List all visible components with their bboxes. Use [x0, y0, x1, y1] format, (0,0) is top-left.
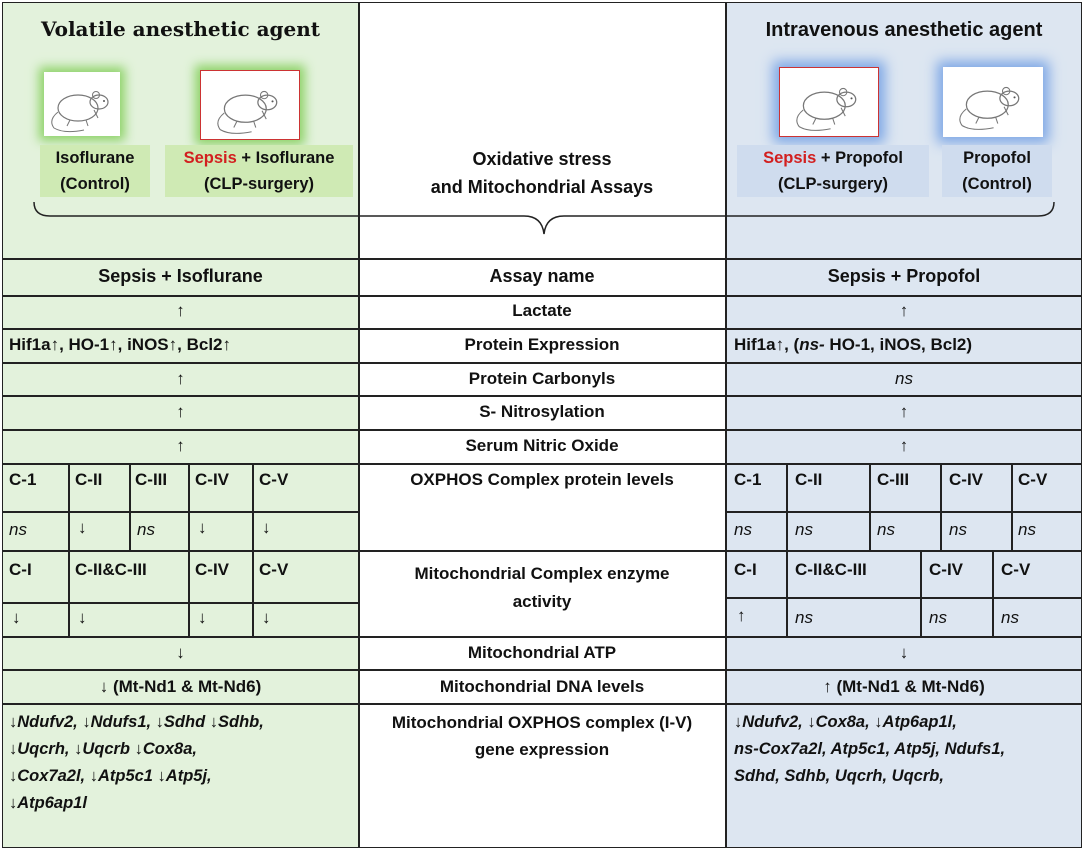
- lactate-right: ↑: [899, 301, 909, 320]
- header-right: Sepsis + Propofol: [827, 266, 981, 286]
- rat-icon: [943, 67, 1040, 134]
- oxphos-right-val: ns: [795, 520, 813, 539]
- table-top-line: [2, 258, 1082, 260]
- rat-icon: [44, 72, 120, 136]
- cell-divider: [188, 463, 190, 550]
- oxphos-right-head: C-III: [877, 470, 910, 489]
- oxphos-right-val: ns: [734, 520, 752, 539]
- cell-divider: [920, 550, 922, 636]
- label-iso-control: Isoflurane (Control): [40, 145, 150, 197]
- cell-divider: [252, 550, 254, 636]
- nitric-oxide-left: ↑: [176, 436, 185, 455]
- carbonyls-assay: Protein Carbonyls: [468, 369, 616, 388]
- oxphos-right-head: C-1: [734, 470, 762, 489]
- row-line: [726, 511, 1082, 513]
- enzyme-right-head: C-I: [734, 560, 757, 579]
- cell-divider: [1011, 463, 1013, 550]
- rat-box-iso-control: [44, 72, 120, 136]
- cell-divider: [786, 463, 788, 550]
- row-line: [2, 295, 1082, 297]
- protein-expression-right: Hif1a↑, (ns- HO-1, iNOS, Bcl2): [734, 335, 973, 354]
- enzyme-left-val: ↓: [262, 608, 271, 627]
- cell-divider: [786, 550, 788, 636]
- row-line: [2, 703, 1082, 705]
- row-line: [2, 429, 1082, 431]
- oxphos-left-val: ↓: [262, 518, 271, 537]
- oxphos-assay: OXPHOS Complex protein levels: [410, 470, 674, 489]
- row-line: [2, 669, 1082, 671]
- enzyme-left-head: C-V: [259, 560, 289, 579]
- row-line: [2, 463, 1082, 465]
- row-line: [2, 362, 1082, 364]
- oxphos-left-head: C-1: [9, 470, 37, 489]
- row-line: [2, 395, 1082, 397]
- oxphos-right-head: C-IV: [949, 470, 983, 489]
- rat-box-pro-control: [943, 67, 1043, 137]
- genes-assay: Mitochondrial OXPHOS complex (I-V) gene expression: [391, 713, 693, 759]
- oxphos-left-val: ↓: [198, 518, 207, 537]
- iv-title: Intravenous anesthetic agent: [765, 19, 1043, 41]
- nitrosylation-left: ↑: [176, 402, 185, 421]
- dna-right: ↑ (Mt-Nd1 & Mt-Nd6): [823, 677, 985, 696]
- oxphos-right-val: ns: [877, 520, 895, 539]
- atp-left: ↓: [176, 643, 185, 662]
- label-iso-sepsis: Sepsis + Isoflurane (CLP-surgery): [165, 145, 353, 197]
- nitrosylation-assay: S- Nitrosylation: [479, 402, 605, 421]
- label-pro-control: Propofol (Control): [942, 145, 1052, 197]
- atp-assay: Mitochondrial ATP: [467, 643, 617, 662]
- atp-right: ↓: [899, 643, 909, 662]
- rat-icon: [780, 68, 877, 135]
- enzyme-left-val: ↓: [198, 608, 207, 627]
- enzyme-right-head: C-V: [1001, 560, 1031, 579]
- dna-left: ↓ (Mt-Nd1 & Mt-Nd6): [99, 677, 262, 696]
- protein-expression-assay: Protein Expression: [464, 335, 620, 354]
- nitric-oxide-assay: Serum Nitric Oxide: [465, 436, 619, 455]
- row-line: [2, 636, 1082, 638]
- row-line: [2, 602, 359, 604]
- cell-divider: [940, 463, 942, 550]
- enzyme-right-head: C-IV: [929, 560, 963, 579]
- oxphos-right-val: ns: [1018, 520, 1036, 539]
- carbonyls-left: ↑: [176, 369, 185, 388]
- genes-right: ↓Ndufv2, ↓Cox8a, ↓Atp6ap1l, ns-Cox7a2l, Atp5c1, Atp5j, Ndufs1, Sdhd, Sdhb, Uqcrh, Uqcrb,: [734, 713, 1006, 785]
- row-line: [2, 511, 359, 513]
- nitric-oxide-right: ↑: [899, 436, 909, 455]
- lactate-left: ↑: [176, 301, 185, 320]
- header-left: Sepsis + Isoflurane: [98, 266, 263, 286]
- center-title: Oxidative stress and Mitochondrial Assays: [430, 149, 654, 197]
- oxphos-left-head: C-V: [259, 470, 289, 489]
- oxphos-left-val: ↓: [78, 518, 87, 537]
- group-brace: [30, 200, 1060, 240]
- enzyme-left-head: C-II&C-III: [75, 560, 147, 579]
- oxphos-left-val: ns: [9, 520, 27, 539]
- row-line: [2, 328, 1082, 330]
- lactate-assay: Lactate: [512, 301, 572, 320]
- carbonyls-right: ns: [895, 369, 913, 388]
- header-mid: Assay name: [489, 266, 595, 286]
- cell-divider: [68, 463, 70, 550]
- enzyme-left-head: C-IV: [195, 560, 229, 579]
- enzyme-left-val: ↓: [78, 608, 87, 627]
- cell-divider: [188, 550, 190, 636]
- cell-divider: [68, 550, 70, 636]
- cell-divider: [252, 463, 254, 550]
- oxphos-left-val: ns: [137, 520, 155, 539]
- protein-expression-left: Hif1a↑, HO-1↑, iNOS↑, Bcl2↑: [9, 335, 231, 354]
- rat-box-iso-sepsis: [200, 70, 300, 140]
- enzyme-assay: Mitochondrial Complex enzyme activity: [414, 564, 670, 611]
- oxphos-left-head: C-II: [75, 470, 103, 489]
- rat-icon: [201, 71, 298, 138]
- enzyme-left-val: ↓: [12, 608, 21, 627]
- oxphos-left-head: C-III: [135, 470, 168, 489]
- nitrosylation-right: ↑: [899, 402, 909, 421]
- oxphos-right-head: C-V: [1018, 470, 1048, 489]
- dna-assay: Mitochondrial DNA levels: [439, 677, 645, 696]
- oxphos-right-head: C-II: [795, 470, 823, 489]
- rat-box-pro-sepsis: [779, 67, 879, 137]
- enzyme-left-head: C-I: [9, 560, 32, 579]
- volatile-title: Volatile anesthetic agent: [40, 17, 321, 41]
- oxphos-right-val: ns: [949, 520, 967, 539]
- enzyme-right-val: ns: [1001, 608, 1019, 627]
- cell-divider: [869, 463, 871, 550]
- enzyme-right-val: ns: [929, 608, 947, 627]
- enzyme-right-val: ↑: [737, 606, 746, 625]
- row-line: [726, 597, 1082, 599]
- cell-divider: [992, 550, 994, 636]
- enzyme-right-val: ns: [795, 608, 813, 627]
- label-pro-sepsis: Sepsis + Propofol (CLP-surgery): [737, 145, 929, 197]
- enzyme-right-head: C-II&C-III: [795, 560, 867, 579]
- oxphos-left-head: C-IV: [195, 470, 229, 489]
- cell-divider: [129, 463, 131, 550]
- genes-left: ↓Ndufv2, ↓Ndufs1, ↓Sdhd ↓Sdhb, ↓Uqcrh, ↓Uqcrb ↓Cox8a, ↓Cox7a2l, ↓Atp5c1 ↓Atp5j, ↓Atp6ap1l: [9, 713, 264, 812]
